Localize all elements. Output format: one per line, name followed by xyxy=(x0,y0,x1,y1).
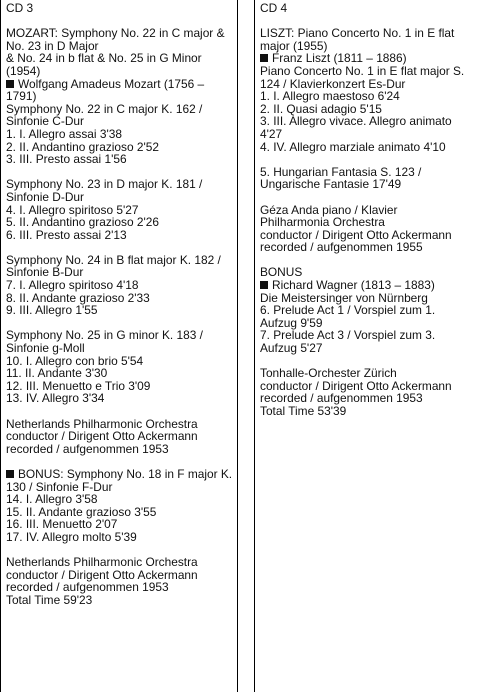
cd4-line-text: 4. IV. Allegro marziale animato 4'10 xyxy=(260,139,446,154)
cd4-line-text: LISZT: Piano Concerto No. 1 in E flat xyxy=(260,26,455,41)
cd3-line-text: Symphony No. 23 in D major K. 181 / xyxy=(6,177,203,192)
cd4-line-text: 124 / Klavierkonzert Es-Dur xyxy=(260,76,406,91)
cd3-line-text: 17. IV. Allegro molto 5'39 xyxy=(6,529,137,544)
cd3-line-text: 7. I. Allegro spiritoso 4'18 xyxy=(6,278,139,293)
cd3-line-text: 2. II. Andantino grazioso 2'52 xyxy=(6,139,159,154)
cd3-line xyxy=(6,2,232,15)
cd3-line-text: 5. II. Andantino grazioso 2'26 xyxy=(6,215,159,230)
cd3-column xyxy=(0,0,238,692)
cd4-line xyxy=(260,241,480,254)
cd4-line-text: recorded / aufgenommen 1955 xyxy=(260,240,423,255)
cd3-line-text: MOZART: Symphony No. 22 in C major & xyxy=(6,26,225,41)
cd3-line-text: 16. III. Menuetto 2'07 xyxy=(6,517,118,532)
cd4-line-text: Richard Wagner (1813 – 1883) xyxy=(272,278,435,293)
cd3-line-text: 11. II. Andante 3'30 xyxy=(6,366,108,381)
cd3-line xyxy=(6,78,232,91)
cd3-line-text: 6. III. Presto assai 2'13 xyxy=(6,227,127,242)
cd4-column xyxy=(254,0,485,692)
cd3-line xyxy=(6,304,232,317)
cd4-line-text: Aufzug 5'27 xyxy=(260,341,323,356)
cd4-line xyxy=(260,141,480,154)
cd4-line-text: Aufzug 9'59 xyxy=(260,315,323,330)
cd4-line xyxy=(260,342,480,355)
cd4-line-text: 3. III. Allegro vivace. Allegro animato xyxy=(260,114,452,129)
cd3-line-text: Total Time 59'23 xyxy=(6,592,93,607)
cd3-line xyxy=(6,229,232,242)
bullet-square-icon xyxy=(260,54,268,62)
cd4-line-text: 2. II. Quasi adagio 5'15 xyxy=(260,101,382,116)
cd4-line-text: 4'27 xyxy=(260,126,283,141)
cd3-line-text: Symphony No. 22 in C major K. 162 / xyxy=(6,101,203,116)
cd4-line-text: Total Time 53'39 xyxy=(260,404,347,418)
cd4-line-text: major (1955) xyxy=(260,38,328,53)
cd3-line-text: Symphony No. 25 in G minor K. 183 / xyxy=(6,328,203,343)
cd4-line xyxy=(260,115,480,128)
cd4-line xyxy=(260,178,480,191)
cd4-line-text: 5. Hungarian Fantasia S. 123 / xyxy=(260,164,422,179)
bullet-square-icon xyxy=(6,80,14,88)
cd4-line-text: CD 4 xyxy=(260,1,288,15)
cd4-line-text: conductor / Dirigent Otto Ackermann xyxy=(260,227,452,242)
cd4-line-text: Die Meistersinger von Nürnberg xyxy=(260,290,428,305)
cd4-line-text: Piano Concerto No. 1 in E flat major S. xyxy=(260,63,465,78)
cd3-line-text: Symphony No. 24 in B flat major K. 182 / xyxy=(6,252,221,267)
cd3-line-text: 8. II. Andante grazioso 2'33 xyxy=(6,290,150,305)
cd3-line-text: Wolfgang Amadeus Mozart (1756 – xyxy=(18,76,205,91)
cd4-line-text: recorded / aufgenommen 1953 xyxy=(260,391,423,406)
cd3-line-text: 130 / Sinfonie F-Dur xyxy=(6,479,113,494)
cd3-line-text: CD 3 xyxy=(6,1,34,15)
bullet-square-icon xyxy=(260,281,268,289)
cd3-line xyxy=(6,392,232,405)
cd4-line-text: 7. Prelude Act 3 / Vorspiel zum 3. xyxy=(260,328,436,343)
cd4-line xyxy=(260,2,480,15)
cd3-line-text: 3. III. Presto assai 1'56 xyxy=(6,152,127,167)
cd3-line-text: 1. I. Allegro assai 3'38 xyxy=(6,126,122,141)
cd3-line-text: 13. IV. Allegro 3'34 xyxy=(6,391,105,406)
cd3-line-text: 14. I. Allegro 3'58 xyxy=(6,492,98,507)
cd3-line-text: 10. I. Allegro con brio 5'54 xyxy=(6,353,144,368)
cd3-line-text: 12. III. Menuetto e Trio 3'09 xyxy=(6,378,151,393)
cd3-line-text: 9. III. Allegro 1'55 xyxy=(6,303,98,318)
cd3-line xyxy=(6,531,232,544)
cd3-line-text: Sinfonie g-Moll xyxy=(6,341,85,356)
bullet-square-icon xyxy=(6,470,14,478)
cd4-line-text: Franz Liszt (1811 – 1886) xyxy=(272,51,407,66)
cd3-line-text: 4. I. Allegro spiritoso 5'27 xyxy=(6,202,139,217)
cd3-line-text: Netherlands Philharmonic Orchestra xyxy=(6,555,198,570)
cd3-line-text: No. 23 in D Major xyxy=(6,38,99,53)
cd3-line xyxy=(6,443,232,456)
cd3-line-text: 15. II. Andante grazioso 3'55 xyxy=(6,504,157,519)
cd4-line-text: Philharmonia Orchestra xyxy=(260,215,385,230)
cd3-line-text: 1791) xyxy=(6,89,37,104)
cd3-line-text: & No. 24 in b flat & No. 25 in G Minor xyxy=(6,51,202,66)
cd4-line-text: Géza Anda piano / Klavier xyxy=(260,202,398,217)
cd3-line-text: recorded / aufgenommen 1953 xyxy=(6,580,169,595)
cd3-line-text: Netherlands Philharmonic Orchestra xyxy=(6,416,198,431)
cd3-line-text: Sinfonie B-Dur xyxy=(6,265,84,280)
cd4-line-text: conductor / Dirigent Otto Ackermann xyxy=(260,378,452,393)
cd4-line-text: BONUS xyxy=(260,265,303,280)
cd3-line-text: conductor / Dirigent Otto Ackermann xyxy=(6,429,198,444)
cd3-line-text: conductor / Dirigent Otto Ackermann xyxy=(6,567,198,582)
cd4-line xyxy=(260,405,480,418)
cd3-line-text: Sinfonie C-Dur xyxy=(6,114,84,129)
cd4-line-text: 6. Prelude Act 1 / Vorspiel zum 1. xyxy=(260,303,436,318)
cd4-line-text: Tonhalle-Orchester Zürich xyxy=(260,366,397,381)
cd3-line-text: BONUS: Symphony No. 18 in F major K. xyxy=(18,466,233,481)
cd3-line xyxy=(6,594,232,607)
cd3-line-text: Sinfonie D-Dur xyxy=(6,189,84,204)
cd3-line-text: recorded / aufgenommen 1953 xyxy=(6,441,169,456)
cd3-line-text: (1954) xyxy=(6,63,41,78)
cd4-line-text: Ungarische Fantasie 17'49 xyxy=(260,177,402,192)
cd3-line xyxy=(6,153,232,166)
cd4-line-text: 1. I. Allegro maestoso 6'24 xyxy=(260,89,400,104)
